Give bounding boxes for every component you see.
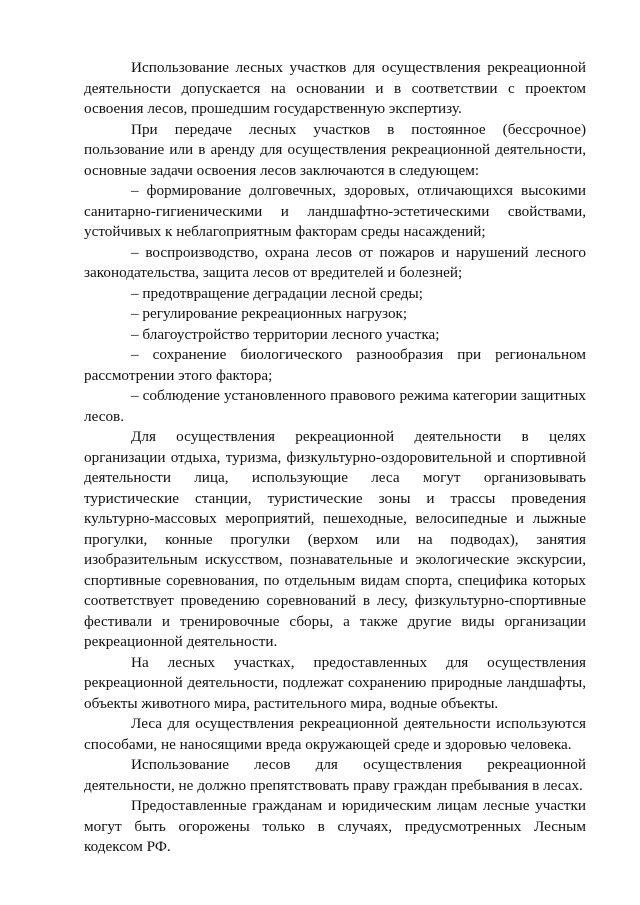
list-item-biodiversity: – сохранение биологического разнообразия при региональном рассмотрении этого фактора; [84,346,586,384]
list-item-improvement: – благоустройство территории лесного участка; [131,325,440,343]
list-item-loads: – регулирование рекреационных нагрузок; [131,305,408,322]
paragraph-intro: Использование лесных участков для осуществления рекреационной деятельности допускается на основании и в соответствии с проектом освоения лесов, прошедшим государственную экспертизу. [84,59,586,117]
paragraph-methods: Леса для осуществления рекреационной деятельности используются способами, не наносящими вреда окружающей среде и здоровью человека. [84,715,586,753]
list-item-formation: – формирование долговечных, здоровых, отличающихся высокими санитарно-гигиеническими и ландшафтно-эстетическими свойствами, устойчивых к неблагоприятным факторам среды насаждений; [84,182,586,240]
paragraph-preservation: На лесных участках, предоставленных для осуществления рекреационной деятельности, подлежат сохранению природные ландшафты, объекты животного мира, растительного мира, водные объекты. [84,653,586,712]
list-item-degradation: – предотвращение деградации лесной среды; [131,284,423,302]
document-page [84,58,586,858]
list-item-legal-regime: – соблюдение установленного правового режима категории защитных лесов. [84,387,586,425]
paragraph-fencing: Предоставленные гражданам и юридическим лицам лесные участки могут быть огорожены только в случаях, предусмотренных Лесным кодексом РФ. [84,797,586,855]
list-item-reproduction: – воспроизводство, охрана лесов от пожаров и нарушений лесного законодательства, защита лесов от вредителей и болезней; [84,243,586,281]
paragraph-activities: Для осуществления рекреационной деятельности в целях организации отдыха, туризма, физкультурно-оздоровительной и спортивной деятельности лица, использующие леса могут организовывать туристические станции, туристические зоны и трассы проведения культурно-массовых мероприятий, пешеходные, велосипедные и лыжные прогулки, конные прогулки (верхом или на подводах), занятия изобразительным искусством, познавательные и экологические экскурсии, спортивные соревнования, по отдельным видам спорта, специфика которых соответствует проведению соревнований в лесу, физкультурно-спортивные фестивали и тренировочные сборы, а также другие виды организации рекреационной деятельности. [84,428,586,650]
paragraph-tasks-intro: При передаче лесных участков в постоянное (бессрочное) пользование или в аренду для осуществления рекреационной деятельности, основные задачи освоения лесов заключаются в следующем: [84,120,586,179]
paragraph-citizen-rights: Использование лесов для осуществления рекреационной деятельности, не должно препятствовать праву граждан пребывания в лесах. [84,756,586,794]
